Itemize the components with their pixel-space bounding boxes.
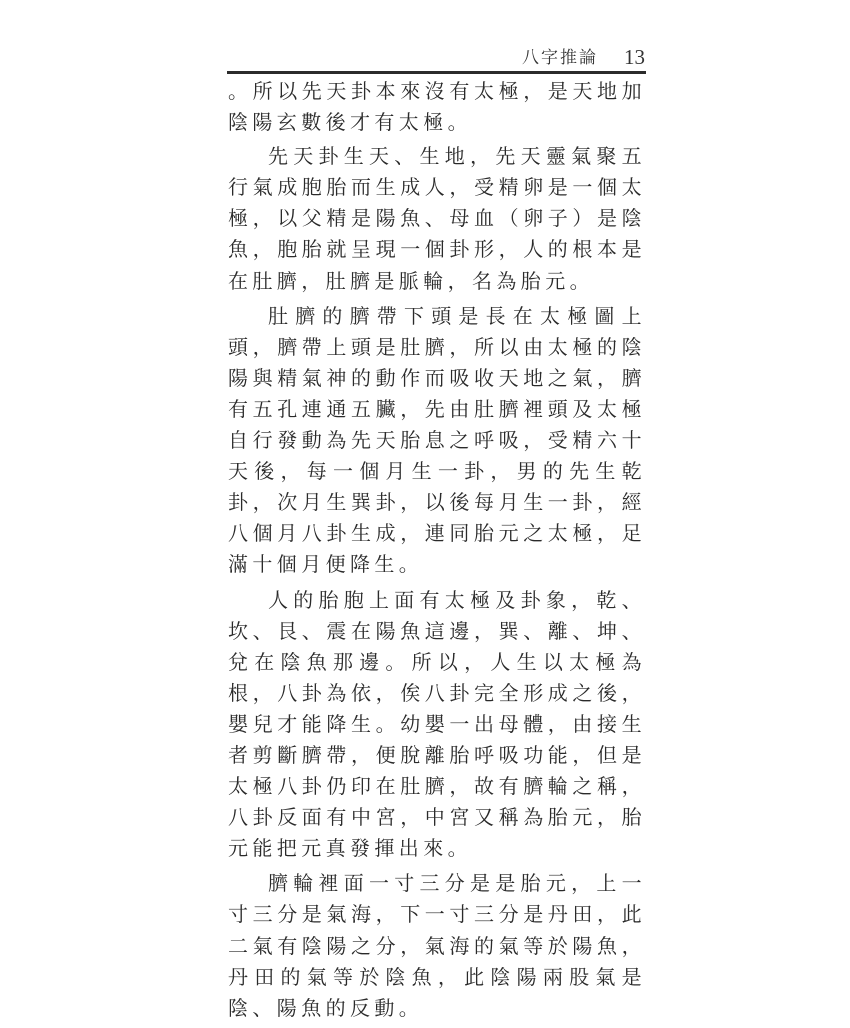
paragraph-continuation: 。所以先天卦本來沒有太極，是天地加陰陽玄數後才有太極。 (228, 79, 646, 135)
page-number: 13 (624, 45, 645, 69)
header-rule (227, 71, 646, 74)
paragraph: 臍輪裡面一寸三分是是胎元，上一寸三分是氣海，下一寸三分是丹田，此二氣有陰陽之分，氣海的氣等於陽魚，丹田的氣等於陰魚，此陰陽兩股氣是陰、陽魚的反動。 (228, 871, 646, 1020)
book-page (227, 0, 647, 1020)
paragraph: 人的胎胞上面有太極及卦象，乾、坎、艮、震在陽魚這邊，巽、離、坤、兌在陰魚那邊。所以，人生以太極為根，八卦為依，俟八卦完全形成之後，嬰兒才能降生。幼嬰一出母體，由接生者剪斷臍帶，便脫離胎呼吸功能，但是太極八卦仍印在肚臍，故有臍輪之稱，八卦反面有中宮，中宮又稱為胎元，胎元能把元真發揮出來。 (228, 587, 646, 861)
header-title: 八字推論 (522, 48, 598, 68)
paragraph: 先天卦生天、生地，先天靈氣聚五行氣成胞胎而生成人，受精卵是一個太極，以父精是陽魚、母血（卵子）是陰魚，胞胎就呈現一個卦形，人的根本是在肚臍，肚臍是脈輪，名為胎元。 (228, 144, 646, 293)
body-text (228, 76, 646, 1028)
paragraph: 肚臍的臍帶下頭是長在太極圖上頭，臍帶上頭是肚臍，所以由太極的陰陽與精氣神的動作而吸收天地之氣，臍有五孔連通五臟，先由肚臍裡頭及太極自行發動為先天胎息之呼吸，受精六十天後，每一個月生一卦，男的先生乾卦，次月生巽卦，以後每月生一卦，經八個月八卦生成，連同胎元之太極，足滿十個月便降生。 (228, 303, 646, 577)
running-header (522, 38, 645, 68)
